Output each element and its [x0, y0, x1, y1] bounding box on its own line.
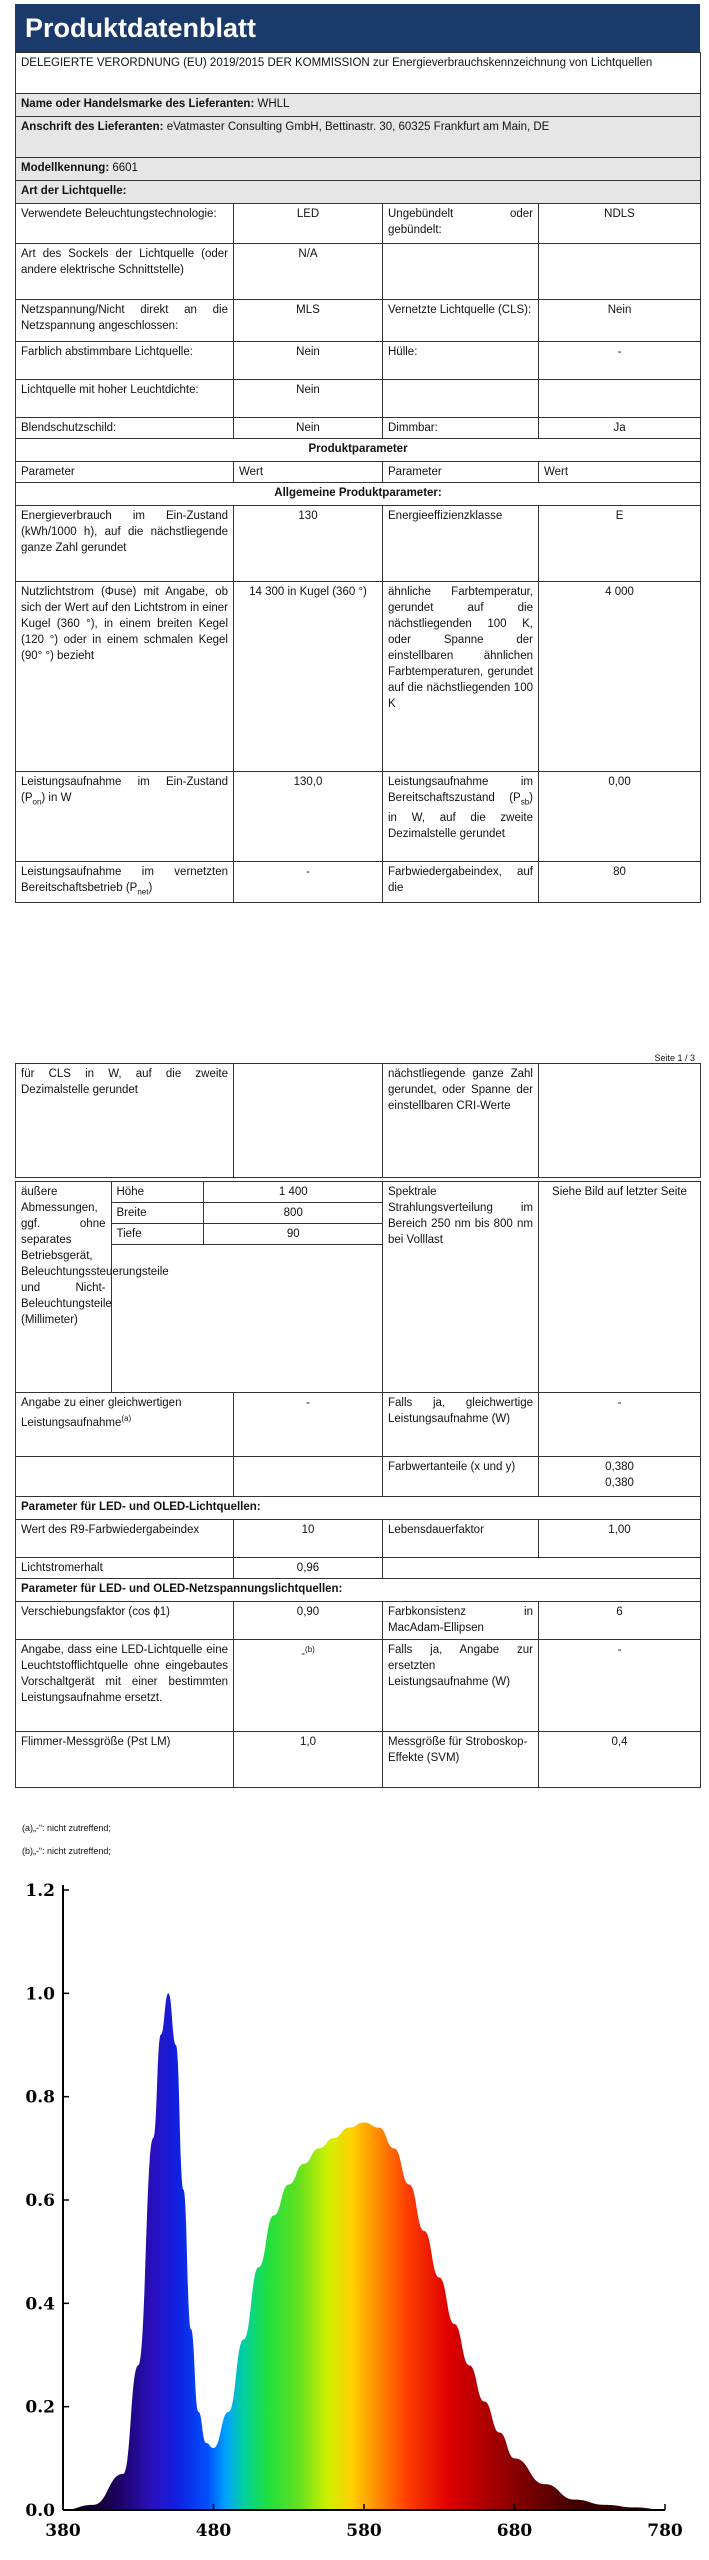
- cri-label: Farbwiedergabeindex, auf die: [383, 862, 539, 903]
- col-value-1: Wert: [234, 462, 383, 483]
- stroboscopic-label: Messgröße für Stroboskop-Effekte (SVM): [383, 1732, 539, 1788]
- on-power-label: Leistungsaufnahme im Ein-Zustand $(P_{on})$ in W: [16, 772, 234, 862]
- stroboscopic-value: 0,4: [539, 1732, 701, 1788]
- network-standby-value: -: [234, 862, 383, 903]
- x-tick-label: 380: [45, 2521, 81, 2541]
- cri-label-cont: nächstliegende ganze Zahl gerundet, oder Spanne der einstellbaren CRI-Werte: [383, 1064, 539, 1178]
- standby-power-value: 0,00: [539, 772, 701, 862]
- flicker-label: Flimmer-Messgröße (Pst LM): [16, 1732, 234, 1788]
- efficiency-class-value: E: [539, 506, 701, 582]
- spectrum-area: [63, 1993, 665, 2510]
- supplier-address-row: Anschrift des Lieferanten: eVatmaster Consulting GmbH, Bettinastr. 30, 60325 Frankfurt am Main, DE: [16, 117, 701, 158]
- y-tick-label: 0.2: [25, 2397, 55, 2418]
- col-value-2: Wert: [539, 462, 701, 483]
- survival-label: Lebensdauerfaktor: [383, 1520, 539, 1558]
- luminance-value: Nein: [234, 380, 383, 418]
- macadam-label: Farbkonsistenz in MacAdam-Ellipsen: [383, 1602, 539, 1640]
- network-standby-cont: für CLS in W, auf die zweite Dezimalstelle gerundet: [16, 1064, 234, 1178]
- page-title: Produktdatenblatt: [15, 4, 700, 52]
- replacement-value: -$^{(b)}$: [234, 1640, 383, 1732]
- survival-value: 1,00: [539, 1520, 701, 1558]
- product-params-heading: Produktparameter: [16, 439, 701, 462]
- spd-label: Spektrale Strahlungsverteilung im Bereich 250 nm bis 800 nm bei Volllast: [383, 1182, 539, 1393]
- envelope-value: -: [539, 342, 701, 380]
- lumen-maintenance-value: 0,96: [234, 1558, 383, 1579]
- efficiency-class-label: Energieeffizienzklasse: [383, 506, 539, 582]
- light-source-heading: Art der Lichtquelle:: [16, 181, 701, 204]
- regulation-intro: DELEGIERTE VERORDNUNG (EU) 2019/2015 DER KOMMISSION zur Energieverbrauchskennzeichnung von Lichtquellen: [16, 53, 701, 94]
- x-tick-label: 680: [496, 2521, 533, 2541]
- dimensions-cell: [16, 1182, 383, 1393]
- tech-value: LED: [234, 204, 383, 244]
- x-tick-label: 780: [647, 2521, 683, 2541]
- power-factor-value: 0,90: [234, 1602, 383, 1640]
- envelope-label: Hülle:: [383, 342, 539, 380]
- flicker-value: 1,0: [234, 1732, 383, 1788]
- cct-value: 4 000: [539, 582, 701, 772]
- equivalent-power-label-2: Falls ja, gleichwertige Leistungsaufnahme (W): [383, 1393, 539, 1457]
- datasheet-table-page1: [15, 52, 701, 903]
- mains-label: Netzspannung/Nicht direkt an die Netzspannung angeschlossen:: [16, 300, 234, 342]
- energy-consumption-label: Energieverbrauch im Ein-Zustand (kWh/1000 h), auf die nächstliegende ganze Zahl gerundet: [16, 506, 234, 582]
- cap-label: Art des Sockels der Lichtquelle (oder andere elektrische Schnittstelle): [16, 244, 234, 300]
- footnote-a: (a)„-“: nicht zutreffend;: [22, 1823, 111, 1833]
- height-value: 1 400: [203, 1182, 383, 1203]
- y-tick-label: 1.0: [25, 1984, 55, 2005]
- replacement-label: Angabe, dass eine LED-Lichtquelle eine Leuchtstofflichtquelle ohne eingebautes Vorschaltgerät mit einer bestimmten Leistungsaufnahme ersetzt.: [16, 1640, 234, 1732]
- cls-label: Vernetzte Lichtquelle (CLS):: [383, 300, 539, 342]
- y-tick-label: 0.0: [25, 2501, 55, 2521]
- x-tick-label: 580: [346, 2521, 382, 2541]
- footnote-b: (b)„-“: nicht zutreffend;: [22, 1846, 111, 1856]
- luminance-label: Lichtquelle mit hoher Leuchtdichte:: [16, 380, 234, 418]
- chromaticity-label: Farbwertanteile (x und y): [383, 1457, 539, 1497]
- standby-power-label: Leistungsaufnahme im Bereitschaftszustand $(P_{sb})$ in W, auf die zweite Dezimalstelle gerundet: [383, 772, 539, 862]
- y-tick-label: 0.8: [25, 2087, 55, 2108]
- replacement-power-value: -: [539, 1640, 701, 1732]
- height-label: Höhe: [111, 1182, 203, 1203]
- dls-value: NDLS: [539, 204, 701, 244]
- dls-label: Ungebündelt oder gebündelt:: [383, 204, 539, 244]
- dimmable-label: Dimmbar:: [383, 418, 539, 439]
- lumen-maintenance-label: Lichtstromerhalt: [16, 1558, 234, 1579]
- antiglare-value: Nein: [234, 418, 383, 439]
- width-value: 800: [203, 1203, 383, 1224]
- y-tick-label: 1.2: [25, 1881, 55, 1901]
- antiglare-label: Blendschutzschild:: [16, 418, 234, 439]
- mains-params-heading: Parameter für LED- und OLED-Netzspannungslichtquellen:: [16, 1579, 701, 1602]
- col-param-1: Parameter: [16, 462, 234, 483]
- page-number: Seite 1 / 3: [654, 1053, 695, 1063]
- cct-label: ähnliche Farbtemperatur, gerundet auf die nächstliegenden 100 K, oder Spanne der einstellbaren ähnlichen Farbtemperaturen, gerundet auf die nächstliegenden 100 K: [383, 582, 539, 772]
- tunable-value: Nein: [234, 342, 383, 380]
- dimmable-value: Ja: [539, 418, 701, 439]
- width-label: Breite: [111, 1203, 203, 1224]
- tunable-label: Farblich abstimmbare Lichtquelle:: [16, 342, 234, 380]
- r9-label: Wert des R9-Farbwiedergabeindex: [16, 1520, 234, 1558]
- dimensions-label: äußere Abmessungen, ggf. ohne separates Betriebsgerät, Beleuchtungssteuerungsteile und Nicht-Beleuchtungsteile (Millimeter): [16, 1182, 111, 1392]
- general-params-heading: Allgemeine Produktparameter:: [16, 483, 701, 506]
- led-params-heading: Parameter für LED- und OLED-Lichtquellen:: [16, 1497, 701, 1520]
- equivalent-power-value: -: [234, 1393, 383, 1457]
- luminous-flux-label: Nutzlichtstrom (Φuse) mit Angabe, ob sich der Wert auf den Lichtstrom in einer Kugel (360 °), in einem breiten Kegel (120 °) oder in einem schmalen Kegel (90° °) bezieht: [16, 582, 234, 772]
- x-tick-label: 480: [195, 2521, 232, 2541]
- luminous-flux-value: 14 300 in Kugel (360 °): [234, 582, 383, 772]
- model-row: Modellkennung: 6601: [16, 158, 701, 181]
- cap-value: N/A: [234, 244, 383, 300]
- supplier-name-row: Name oder Handelsmarke des Lieferanten: WHLL: [16, 94, 701, 117]
- replacement-power-label: Falls ja, Angabe zur ersetzten Leistungsaufnahme (W): [383, 1640, 539, 1732]
- depth-value: 90: [203, 1224, 383, 1245]
- cri-value: 80: [539, 862, 701, 903]
- spectral-distribution-chart: [0, 1860, 709, 2560]
- r9-value: 10: [234, 1520, 383, 1558]
- equivalent-power-label: Angabe zu einer gleichwertigen Leistungsaufnahme$^{(a)}$: [16, 1393, 234, 1457]
- spd-value: Siehe Bild auf letzter Seite: [539, 1182, 701, 1393]
- on-power-value: 130,0: [234, 772, 383, 862]
- y-tick-label: 0.4: [25, 2294, 55, 2315]
- equivalent-power-value-2: -: [539, 1393, 701, 1457]
- col-param-2: Parameter: [383, 462, 539, 483]
- mains-value: MLS: [234, 300, 383, 342]
- y-tick-label: 0.6: [25, 2191, 55, 2211]
- power-factor-label: Verschiebungsfaktor (cos ϕ1): [16, 1602, 234, 1640]
- tech-label: Verwendete Beleuchtungstechnologie:: [16, 204, 234, 244]
- energy-consumption-value: 130: [234, 506, 383, 582]
- network-standby-label: Leistungsaufnahme im vernetzten Bereitschaftsbetrieb $(P_{net})$: [16, 862, 234, 903]
- cls-value: Nein: [539, 300, 701, 342]
- macadam-value: 6: [539, 1602, 701, 1640]
- depth-label: Tiefe: [111, 1224, 203, 1245]
- datasheet-table-page2: [15, 1063, 701, 1788]
- chromaticity-value: 0,380 0,380: [539, 1457, 701, 1497]
